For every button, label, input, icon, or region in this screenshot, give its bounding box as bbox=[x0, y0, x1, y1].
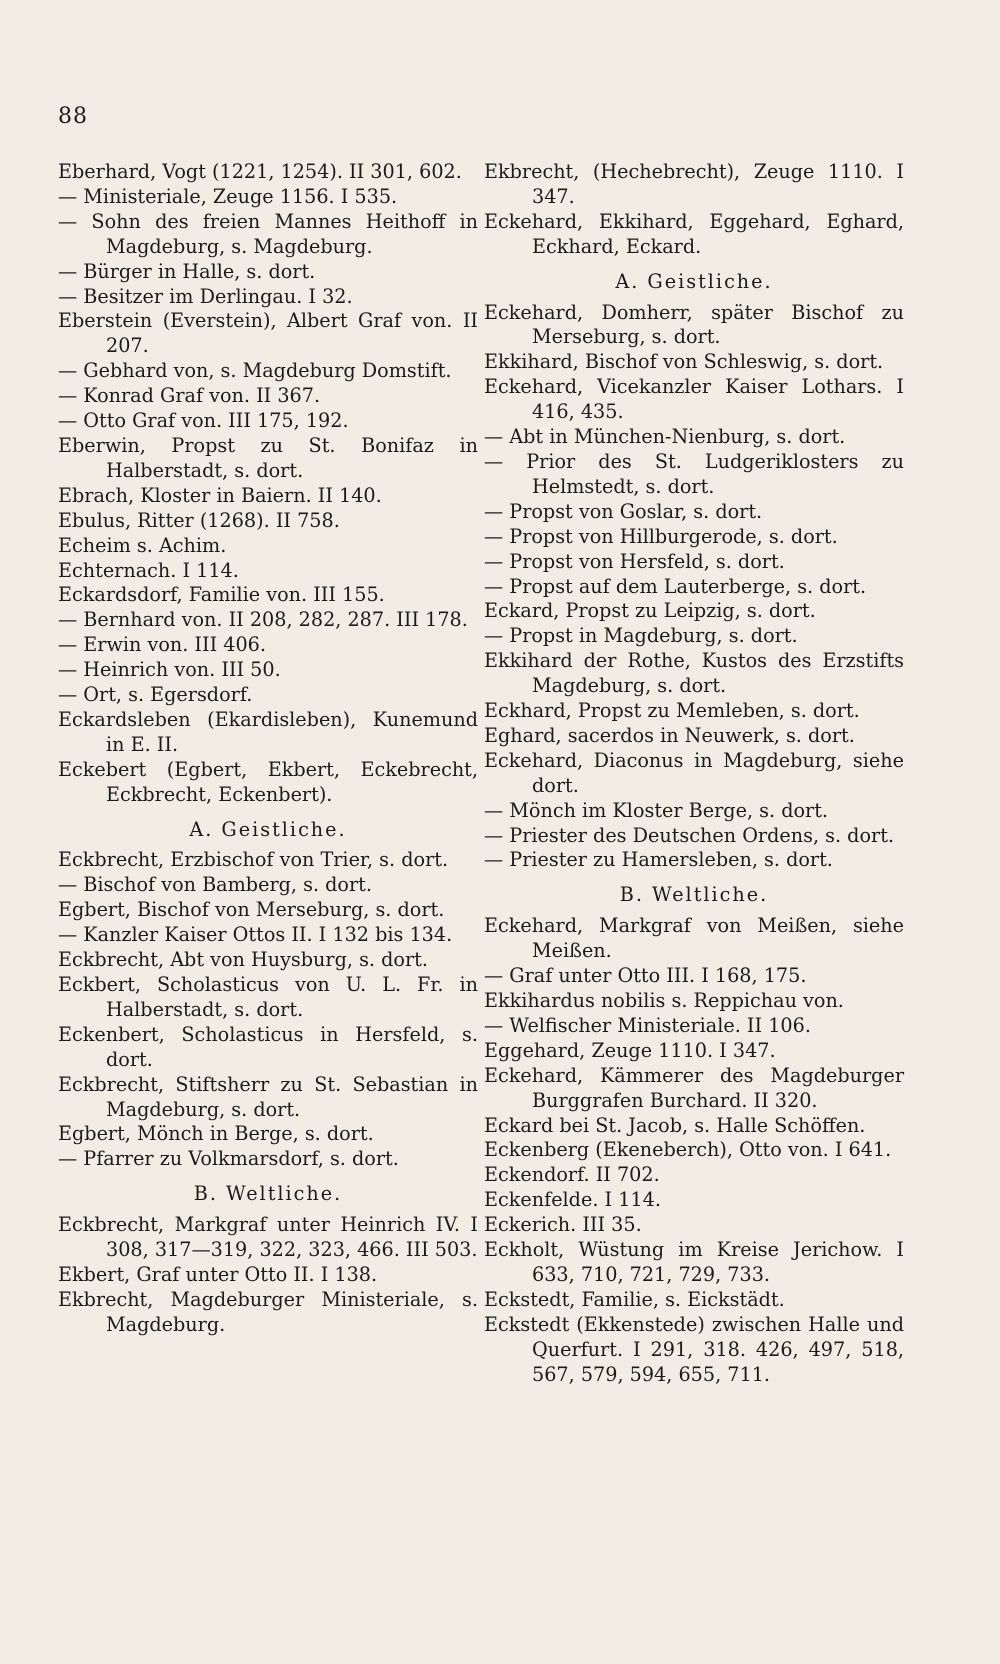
section-heading: A. Geistliche. bbox=[615, 269, 773, 293]
index-entry: Eckhard, Propst zu Memleben, s. dort. bbox=[484, 699, 860, 723]
index-entry: — Konrad Graf von. II 367. bbox=[58, 384, 321, 408]
index-entry: Ekbrecht, Magdeburger Ministeriale, s. Magdeburg. bbox=[58, 1287, 478, 1336]
index-entry: — Bernhard von. II 208, 282, 287. III 178. bbox=[58, 608, 468, 632]
index-entry: Eberstein (Everstein), Albert Graf von. II 207. bbox=[58, 309, 478, 358]
index-entry: Eckehard, Vicekanzler Kaiser Lothars. I 416, 435. bbox=[484, 375, 904, 424]
index-entry: — Propst in Magdeburg, s. dort. bbox=[484, 624, 798, 648]
index-entry: Eckbrecht, Stiftsherr zu St. Sebastian in Magdeburg, s. dort. bbox=[58, 1072, 478, 1121]
index-entry: — Mönch im Kloster Berge, s. dort. bbox=[484, 798, 829, 822]
section-heading: B. Weltliche. bbox=[619, 883, 769, 907]
index-entry: Eckardsdorf, Familie von. III 155. bbox=[58, 583, 385, 607]
index-entry: Eckehard, Ekkihard, Eggehard, Eghard, Eckhard, Eckard. bbox=[484, 209, 904, 258]
index-entry: Ekkihard der Rothe, Kustos des Erzstifts Magdeburg, s. dort. bbox=[484, 649, 904, 698]
right-column bbox=[484, 160, 904, 1388]
left-column bbox=[58, 160, 478, 1338]
index-entry: Ekkihardus nobilis s. Reppichau von. bbox=[484, 989, 844, 1012]
index-entry: Eckbrecht, Erzbischof von Trier, s. dort. bbox=[58, 848, 449, 872]
index-entry: Echternach. I 114. bbox=[58, 558, 239, 582]
index-entry: — Propst von Goslar, s. dort. bbox=[484, 499, 763, 523]
index-entry: Eckstedt (Ekkenstede) zwischen Halle und Querfurt. I 291, 318. 426, 497, 518, 567, 579, 594, 655, 711. bbox=[484, 1312, 904, 1386]
index-entry: — Welfischer Ministeriale. II 106. bbox=[484, 1013, 811, 1037]
index-entry: — Abt in München-Nienburg, s. dort. bbox=[484, 425, 846, 449]
index-entry: Eckehard, Diaconus in Magdeburg, siehe dort. bbox=[484, 748, 904, 797]
index-entry: — Bürger in Halle, s. dort. bbox=[58, 259, 316, 283]
index-entry: Echeim s. Achim. bbox=[58, 533, 227, 557]
index-entry: Eckehard, Kämmerer des Magdeburger Burggrafen Burchard. II 320. bbox=[484, 1063, 904, 1112]
section-heading: B. Weltliche. bbox=[193, 1182, 343, 1206]
index-entry: — Erwin von. III 406. bbox=[58, 633, 266, 657]
index-entry: — Otto Graf von. III 175, 192. bbox=[58, 409, 349, 433]
index-entry: Ekbrecht, (Hechebrecht), Zeuge 1110. I 347. bbox=[484, 160, 904, 208]
index-entry: Eckard, Propst zu Leipzig, s. dort. bbox=[484, 599, 816, 623]
index-entry: Eckbrecht, Markgraf unter Heinrich IV. I 308, 317—319, 322, 323, 466. III 503. bbox=[58, 1213, 478, 1262]
index-entry: Eghard, sacerdos in Neuwerk, s. dort. bbox=[484, 723, 855, 747]
index-entry: — Priester des Deutschen Ordens, s. dort. bbox=[484, 823, 895, 847]
index-entry: Eggehard, Zeuge 1110. I 347. bbox=[484, 1038, 776, 1062]
index-entry: Eckehard, Markgraf von Meißen, siehe Meißen. bbox=[484, 914, 904, 963]
section-heading: A. Geistliche. bbox=[189, 817, 347, 841]
index-entry: Eckendorf. II 702. bbox=[484, 1163, 660, 1187]
index-entry: Eckerich. III 35. bbox=[484, 1213, 642, 1237]
page-number: 88 bbox=[58, 104, 88, 129]
index-entry: — Kanzler Kaiser Ottos II. I 132 bis 134. bbox=[58, 923, 453, 947]
index-entry: Ebrach, Kloster in Baiern. II 140. bbox=[58, 483, 382, 507]
index-entry: Eckstedt, Familie, s. Eickstädt. bbox=[484, 1287, 785, 1311]
index-entry: — Ministeriale, Zeuge 1156. I 535. bbox=[58, 184, 398, 208]
index-entry: Eckehard, Domherr, später Bischof zu Merseburg, s. dort. bbox=[484, 300, 904, 349]
index-entry: Eckenberg (Ekeneberch), Otto von. I 641. bbox=[484, 1138, 892, 1162]
index-entry: — Heinrich von. III 50. bbox=[58, 658, 281, 682]
index-entry: Egbert, Mönch in Berge, s. dort. bbox=[58, 1122, 374, 1146]
index-entry: Ebulus, Ritter (1268). II 758. bbox=[58, 508, 340, 532]
index-entry: — Priester zu Hamersleben, s. dort. bbox=[484, 848, 833, 872]
index-entry: — Sohn des freien Mannes Heithoff in Magdeburg, s. Magdeburg. bbox=[58, 209, 478, 258]
index-entry: Eckebert (Egbert, Ekbert, Eckebrecht, Eckbrecht, Eckenbert). bbox=[58, 757, 478, 806]
index-entry: — Propst von Hersfeld, s. dort. bbox=[484, 549, 785, 573]
index-entry: Eberwin, Propst zu St. Bonifaz in Halberstadt, s. dort. bbox=[58, 433, 478, 482]
index-entry: — Besitzer im Derlingau. I 32. bbox=[58, 284, 353, 308]
index-entry: — Prior des St. Ludgeriklosters zu Helmstedt, s. dort. bbox=[484, 449, 904, 498]
index-entry: — Gebhard von, s. Magdeburg Domstift. bbox=[58, 359, 452, 383]
index-entry: — Bischof von Bamberg, s. dort. bbox=[58, 873, 372, 897]
index-entry: — Graf unter Otto III. I 168, 175. bbox=[484, 964, 807, 988]
index-entry: — Pfarrer zu Volkmarsdorf, s. dort. bbox=[58, 1147, 399, 1171]
index-entry: — Propst auf dem Lauterberge, s. dort. bbox=[484, 574, 867, 598]
index-entry: Eckbert, Scholasticus von U. L. Fr. in Halberstadt, s. dort. bbox=[58, 973, 478, 1021]
index-entry: Ekkihard, Bischof von Schleswig, s. dort. bbox=[484, 350, 884, 374]
index-entry: Eberhard, Vogt (1221, 1254). II 301, 602. bbox=[58, 160, 462, 183]
index-entry: Eckholt, Wüstung im Kreise Jerichow. I 633, 710, 721, 729, 733. bbox=[484, 1238, 904, 1286]
index-entry: Egbert, Bischof von Merseburg, s. dort. bbox=[58, 898, 445, 922]
index-entry: Eckard bei St. Jacob, s. Halle Schöffen. bbox=[484, 1113, 866, 1137]
index-entry: Ekbert, Graf unter Otto II. I 138. bbox=[58, 1262, 378, 1286]
index-entry: — Ort, s. Egersdorf. bbox=[58, 683, 253, 707]
index-entry: — Propst von Hillburgerode, s. dort. bbox=[484, 524, 838, 548]
index-entry: Eckardsleben (Ekardisleben), Kunemund in E. II. bbox=[58, 707, 478, 756]
index-entry: Eckbrecht, Abt von Huysburg, s. dort. bbox=[58, 948, 428, 972]
index-entry: Eckenfelde. I 114. bbox=[484, 1188, 661, 1212]
index-entry: Eckenbert, Scholasticus in Hersfeld, s. dort. bbox=[58, 1022, 478, 1071]
